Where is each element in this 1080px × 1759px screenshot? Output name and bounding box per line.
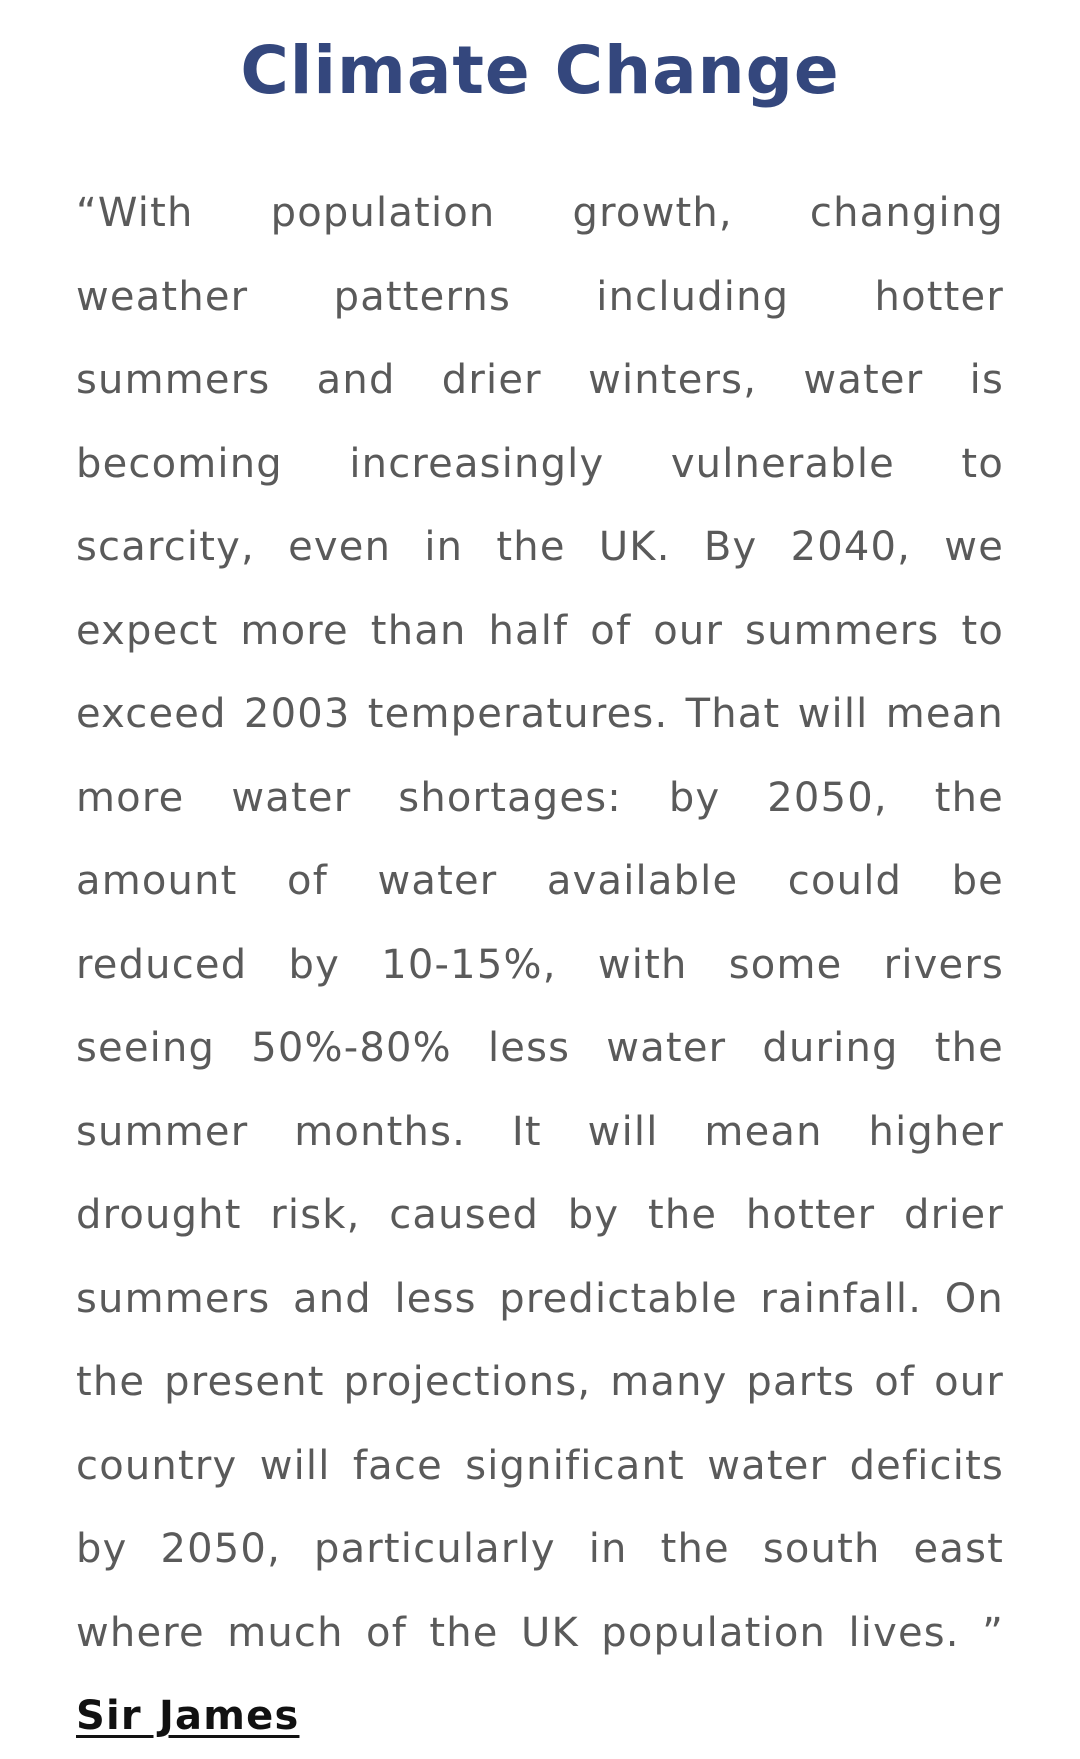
quote-source-link[interactable]: Sir James [76, 1693, 300, 1739]
article-quote [76, 116, 1004, 1759]
quote-text: “With population growth, changing weather patterns including hotter summers and drier winters, water is becoming increasingly vulnerable to scarcity, even in the UK. By 2040, we expect more than half of our summers to exceed 2003 temperatures. That will mean more water shortages: by 2050, the amount of water available could be reduced by 10-15%, with some rivers seeing 50%-80% less water during the summer months. It will mean higher drought risk, caused by the hotter drier summers and less predictable rainfall. On the present projections, many parts of our country will face significant water deficits by 2050, particularly in the south east where much of the UK population lives. ” [76, 190, 1004, 1656]
page-title: Climate Change [240, 32, 840, 109]
